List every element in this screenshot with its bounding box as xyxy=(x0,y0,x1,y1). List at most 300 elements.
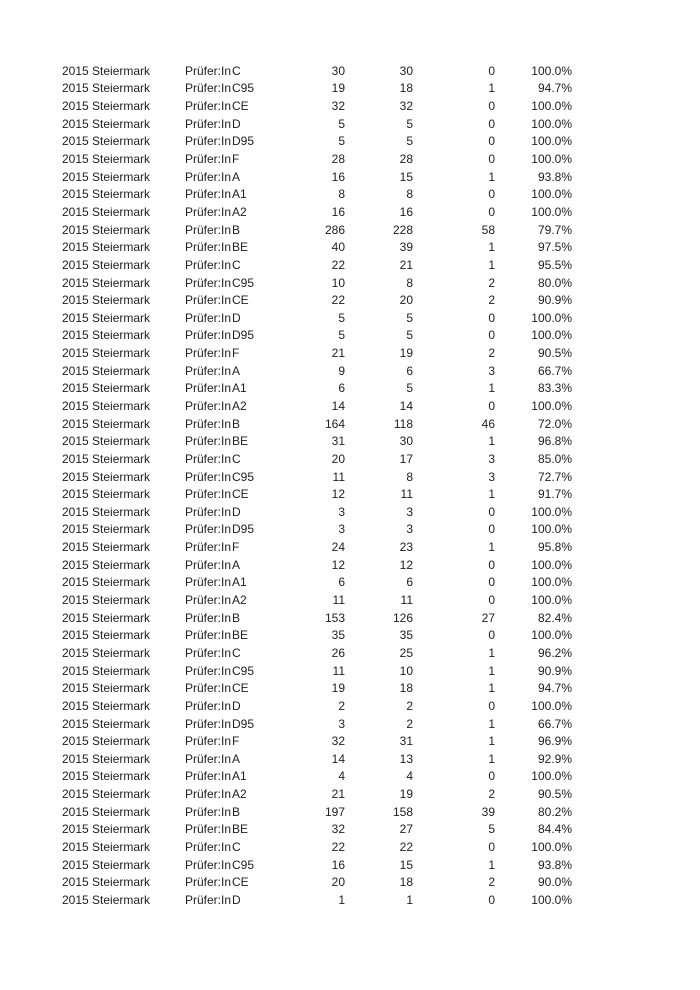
cell-examiner: Prüfer:In xyxy=(185,328,232,343)
cell-year-region: 2015 Steiermark xyxy=(62,99,151,114)
cell-pass-rate: 95.8% xyxy=(537,540,572,555)
table-row xyxy=(0,891,572,909)
cell-examiner: Prüfer:In xyxy=(185,293,232,308)
cell-candidates: 16 xyxy=(331,857,345,872)
cell-pass-rate: 100.0% xyxy=(531,99,572,114)
cell-failed: 3 xyxy=(488,451,495,466)
cell-examiner: Prüfer:In xyxy=(185,716,232,731)
table-row xyxy=(0,609,572,627)
cell-license-class: B xyxy=(232,222,241,237)
cell-candidates: 197 xyxy=(324,804,345,819)
cell-candidates: 19 xyxy=(331,681,345,696)
table-row xyxy=(0,644,572,662)
cell-examiner: Prüfer:In xyxy=(185,240,232,255)
cell-year-region: 2015 Steiermark xyxy=(62,451,151,466)
cell-examiner: Prüfer:In xyxy=(185,681,232,696)
cell-license-class: BE xyxy=(232,434,249,449)
cell-passed: 21 xyxy=(399,257,413,272)
cell-pass-rate: 93.8% xyxy=(537,857,572,872)
cell-passed: 118 xyxy=(393,416,413,431)
cell-year-region: 2015 Steiermark xyxy=(62,169,151,184)
cell-passed: 11 xyxy=(400,593,413,608)
cell-license-class: D95 xyxy=(232,328,255,343)
cell-year-region: 2015 Steiermark xyxy=(62,275,151,290)
cell-candidates: 12 xyxy=(331,487,345,502)
cell-failed: 1 xyxy=(488,487,495,502)
cell-passed: 35 xyxy=(399,628,413,643)
cell-candidates: 21 xyxy=(331,787,345,802)
table-row xyxy=(0,309,572,327)
cell-license-class: CE xyxy=(232,875,249,890)
cell-passed: 12 xyxy=(399,557,413,572)
cell-pass-rate: 79.7% xyxy=(537,222,572,237)
cell-passed: 6 xyxy=(406,363,413,378)
cell-pass-rate: 90.9% xyxy=(537,663,572,678)
cell-failed: 1 xyxy=(488,169,495,184)
cell-passed: 10 xyxy=(399,663,413,678)
table-row xyxy=(0,750,572,768)
cell-passed: 8 xyxy=(406,469,413,484)
cell-examiner: Prüfer:In xyxy=(185,81,232,96)
cell-candidates: 5 xyxy=(338,116,345,131)
cell-failed: 0 xyxy=(488,63,495,78)
table-row xyxy=(0,556,572,574)
cell-failed: 1 xyxy=(488,734,495,749)
cell-examiner: Prüfer:In xyxy=(185,593,232,608)
table-row xyxy=(0,397,572,415)
cell-candidates: 14 xyxy=(331,751,345,766)
cell-candidates: 3 xyxy=(338,504,345,519)
cell-candidates: 1 xyxy=(338,892,345,907)
cell-year-region: 2015 Steiermark xyxy=(62,804,151,819)
cell-pass-rate: 96.9% xyxy=(537,734,572,749)
table-row xyxy=(0,203,572,221)
cell-failed: 1 xyxy=(488,663,495,678)
cell-failed: 1 xyxy=(488,381,495,396)
cell-examiner: Prüfer:In xyxy=(185,610,232,625)
cell-examiner: Prüfer:In xyxy=(185,169,232,184)
cell-candidates: 11 xyxy=(332,593,345,608)
table-row xyxy=(0,256,572,274)
cell-failed: 0 xyxy=(488,628,495,643)
cell-failed: 0 xyxy=(488,116,495,131)
cell-failed: 1 xyxy=(488,857,495,872)
cell-pass-rate: 72.0% xyxy=(537,416,572,431)
cell-failed: 0 xyxy=(488,840,495,854)
table-row xyxy=(0,344,572,362)
cell-failed: 0 xyxy=(488,504,495,519)
cell-examiner: Prüfer:In xyxy=(185,434,232,449)
cell-license-class: F xyxy=(232,734,240,749)
cell-failed: 0 xyxy=(488,522,495,537)
cell-candidates: 30 xyxy=(331,63,345,78)
cell-failed: 0 xyxy=(488,152,495,167)
cell-year-region: 2015 Steiermark xyxy=(62,593,151,608)
cell-failed: 3 xyxy=(488,469,495,484)
cell-candidates: 286 xyxy=(324,222,345,237)
cell-license-class: D xyxy=(232,116,241,131)
cell-failed: 39 xyxy=(481,804,495,819)
cell-failed: 0 xyxy=(488,575,495,590)
cell-candidates: 24 xyxy=(331,540,345,555)
cell-year-region: 2015 Steiermark xyxy=(62,822,151,837)
cell-candidates: 10 xyxy=(331,275,345,290)
cell-license-class: C95 xyxy=(232,469,255,484)
cell-examiner: Prüfer:In xyxy=(185,504,232,519)
cell-license-class: F xyxy=(232,540,240,555)
cell-candidates: 40 xyxy=(331,240,345,255)
cell-pass-rate: 90.0% xyxy=(537,875,572,890)
cell-failed: 2 xyxy=(488,346,495,361)
cell-examiner: Prüfer:In xyxy=(185,628,232,643)
cell-license-class: CE xyxy=(232,293,249,308)
cell-examiner: Prüfer:In xyxy=(185,275,232,290)
table-row xyxy=(0,503,572,521)
cell-failed: 1 xyxy=(488,716,495,731)
cell-passed: 20 xyxy=(399,293,413,308)
cell-year-region: 2015 Steiermark xyxy=(62,187,151,202)
cell-license-class: C xyxy=(232,645,241,660)
cell-passed: 5 xyxy=(406,134,413,149)
table-row xyxy=(0,732,572,750)
cell-license-class: D95 xyxy=(232,134,255,149)
cell-year-region: 2015 Steiermark xyxy=(62,734,151,749)
cell-passed: 19 xyxy=(399,346,413,361)
cell-failed: 2 xyxy=(488,875,495,890)
cell-examiner: Prüfer:In xyxy=(185,540,232,555)
cell-examiner: Prüfer:In xyxy=(185,134,232,149)
cell-failed: 0 xyxy=(488,769,495,784)
table-row xyxy=(0,821,572,839)
cell-pass-rate: 100.0% xyxy=(531,116,572,131)
cell-examiner: Prüfer:In xyxy=(185,575,232,590)
cell-passed: 5 xyxy=(406,328,413,343)
cell-year-region: 2015 Steiermark xyxy=(62,293,151,308)
cell-passed: 15 xyxy=(399,857,413,872)
results-table xyxy=(0,62,572,909)
cell-passed: 30 xyxy=(399,434,413,449)
cell-examiner: Prüfer:In xyxy=(185,892,232,907)
cell-examiner: Prüfer:In xyxy=(185,204,232,219)
cell-license-class: C95 xyxy=(232,663,255,678)
cell-passed: 8 xyxy=(406,187,413,202)
cell-candidates: 6 xyxy=(338,575,345,590)
cell-license-class: B xyxy=(232,610,241,625)
cell-passed: 30 xyxy=(399,63,413,78)
cell-year-region: 2015 Steiermark xyxy=(62,81,151,96)
cell-pass-rate: 100.0% xyxy=(531,152,572,167)
cell-pass-rate: 93.8% xyxy=(537,169,572,184)
cell-passed: 17 xyxy=(399,451,413,466)
table-row xyxy=(0,838,572,856)
cell-pass-rate: 96.8% xyxy=(537,434,572,449)
cell-failed: 0 xyxy=(488,698,495,713)
cell-year-region: 2015 Steiermark xyxy=(62,134,151,149)
cell-examiner: Prüfer:In xyxy=(185,310,232,325)
cell-pass-rate: 66.7% xyxy=(537,363,572,378)
cell-passed: 19 xyxy=(399,787,413,802)
table-row xyxy=(0,380,572,398)
table-row xyxy=(0,873,572,891)
cell-license-class: D xyxy=(232,892,241,907)
table-row xyxy=(0,115,572,133)
cell-pass-rate: 85.0% xyxy=(537,451,572,466)
cell-examiner: Prüfer:In xyxy=(185,557,232,572)
cell-license-class: CE xyxy=(232,99,249,114)
cell-failed: 5 xyxy=(488,822,495,837)
table-row xyxy=(0,150,572,168)
cell-candidates: 11 xyxy=(332,469,345,484)
table-row xyxy=(0,538,572,556)
cell-passed: 28 xyxy=(399,152,413,167)
cell-pass-rate: 100.0% xyxy=(531,310,572,325)
cell-year-region: 2015 Steiermark xyxy=(62,504,151,519)
cell-pass-rate: 83.3% xyxy=(537,381,572,396)
cell-year-region: 2015 Steiermark xyxy=(62,892,151,907)
cell-passed: 15 xyxy=(399,169,413,184)
table-row xyxy=(0,185,572,203)
cell-license-class: C xyxy=(232,257,241,272)
cell-pass-rate: 90.5% xyxy=(537,787,572,802)
cell-examiner: Prüfer:In xyxy=(185,857,232,872)
cell-passed: 2 xyxy=(406,716,413,731)
cell-license-class: A2 xyxy=(232,204,247,219)
cell-candidates: 11 xyxy=(332,663,345,678)
cell-license-class: D xyxy=(232,310,241,325)
cell-examiner: Prüfer:In xyxy=(185,822,232,837)
table-row xyxy=(0,521,572,539)
cell-passed: 1 xyxy=(406,892,413,907)
cell-passed: 126 xyxy=(392,610,413,625)
cell-license-class: BE xyxy=(232,240,249,255)
table-row xyxy=(0,432,572,450)
cell-examiner: Prüfer:In xyxy=(185,222,232,237)
cell-year-region: 2015 Steiermark xyxy=(62,787,151,802)
cell-year-region: 2015 Steiermark xyxy=(62,540,151,555)
cell-candidates: 35 xyxy=(331,628,345,643)
cell-pass-rate: 84.4% xyxy=(537,822,572,837)
cell-passed: 27 xyxy=(399,822,413,837)
cell-year-region: 2015 Steiermark xyxy=(62,257,151,272)
cell-examiner: Prüfer:In xyxy=(185,187,232,202)
cell-license-class: D95 xyxy=(232,522,255,537)
cell-pass-rate: 80.0% xyxy=(537,275,572,290)
cell-license-class: C95 xyxy=(232,275,255,290)
cell-examiner: Prüfer:In xyxy=(185,381,232,396)
cell-pass-rate: 97.5% xyxy=(537,240,572,255)
cell-failed: 2 xyxy=(488,293,495,308)
cell-candidates: 16 xyxy=(331,169,345,184)
cell-license-class: D xyxy=(232,504,241,519)
cell-year-region: 2015 Steiermark xyxy=(62,346,151,361)
cell-passed: 16 xyxy=(399,204,413,219)
table-row xyxy=(0,274,572,292)
cell-passed: 22 xyxy=(399,840,413,854)
cell-pass-rate: 66.7% xyxy=(537,716,572,731)
cell-candidates: 32 xyxy=(331,822,345,837)
cell-examiner: Prüfer:In xyxy=(185,363,232,378)
cell-year-region: 2015 Steiermark xyxy=(62,522,151,537)
cell-license-class: BE xyxy=(232,628,249,643)
cell-year-region: 2015 Steiermark xyxy=(62,363,151,378)
cell-year-region: 2015 Steiermark xyxy=(62,152,151,167)
cell-examiner: Prüfer:In xyxy=(185,152,232,167)
cell-failed: 1 xyxy=(488,257,495,272)
cell-year-region: 2015 Steiermark xyxy=(62,416,151,431)
table-row xyxy=(0,574,572,592)
cell-year-region: 2015 Steiermark xyxy=(62,575,151,590)
cell-year-region: 2015 Steiermark xyxy=(62,875,151,890)
cell-license-class: C xyxy=(232,63,241,78)
cell-failed: 1 xyxy=(488,240,495,255)
cell-license-class: A xyxy=(232,751,241,766)
cell-candidates: 16 xyxy=(331,204,345,219)
cell-candidates: 5 xyxy=(338,310,345,325)
cell-examiner: Prüfer:In xyxy=(185,398,232,413)
cell-candidates: 26 xyxy=(331,645,345,660)
cell-failed: 0 xyxy=(488,99,495,114)
cell-candidates: 3 xyxy=(338,716,345,731)
cell-year-region: 2015 Steiermark xyxy=(62,222,151,237)
cell-year-region: 2015 Steiermark xyxy=(62,557,151,572)
cell-year-region: 2015 Steiermark xyxy=(62,63,151,78)
cell-examiner: Prüfer:In xyxy=(185,522,232,537)
cell-examiner: Prüfer:In xyxy=(185,346,232,361)
table-row xyxy=(0,168,572,186)
cell-candidates: 31 xyxy=(331,434,345,449)
cell-year-region: 2015 Steiermark xyxy=(62,398,151,413)
cell-year-region: 2015 Steiermark xyxy=(62,469,151,484)
cell-year-region: 2015 Steiermark xyxy=(62,663,151,678)
cell-candidates: 164 xyxy=(324,416,345,431)
cell-candidates: 8 xyxy=(338,187,345,202)
cell-candidates: 22 xyxy=(331,257,345,272)
table-row xyxy=(0,415,572,433)
cell-pass-rate: 94.7% xyxy=(537,681,572,696)
cell-license-class: D95 xyxy=(232,716,255,731)
cell-year-region: 2015 Steiermark xyxy=(62,716,151,731)
cell-examiner: Prüfer:In xyxy=(185,804,232,819)
table-row xyxy=(0,327,572,345)
cell-year-region: 2015 Steiermark xyxy=(62,698,151,713)
table-row xyxy=(0,80,572,98)
cell-pass-rate: 100.0% xyxy=(531,204,572,219)
cell-pass-rate: 100.0% xyxy=(531,63,572,78)
cell-passed: 5 xyxy=(406,116,413,131)
cell-pass-rate: 100.0% xyxy=(531,769,572,784)
cell-year-region: 2015 Steiermark xyxy=(62,751,151,766)
cell-failed: 1 xyxy=(488,81,495,96)
cell-year-region: 2015 Steiermark xyxy=(62,769,151,784)
cell-candidates: 28 xyxy=(331,152,345,167)
table-row xyxy=(0,221,572,239)
cell-candidates: 4 xyxy=(338,769,345,784)
cell-year-region: 2015 Steiermark xyxy=(62,857,151,872)
cell-license-class: C95 xyxy=(232,857,255,872)
cell-year-region: 2015 Steiermark xyxy=(62,487,151,502)
cell-examiner: Prüfer:In xyxy=(185,451,232,466)
cell-pass-rate: 95.5% xyxy=(537,257,572,272)
cell-candidates: 20 xyxy=(331,875,345,890)
table-row xyxy=(0,485,572,503)
cell-pass-rate: 90.9% xyxy=(537,293,572,308)
cell-passed: 4 xyxy=(406,769,413,784)
cell-year-region: 2015 Steiermark xyxy=(62,681,151,696)
cell-license-class: C95 xyxy=(232,81,255,96)
cell-license-class: F xyxy=(232,152,240,167)
cell-candidates: 6 xyxy=(338,381,345,396)
cell-year-region: 2015 Steiermark xyxy=(62,610,151,625)
cell-failed: 0 xyxy=(488,557,495,572)
cell-license-class: CE xyxy=(232,681,249,696)
cell-examiner: Prüfer:In xyxy=(185,99,232,114)
cell-examiner: Prüfer:In xyxy=(185,663,232,678)
cell-passed: 8 xyxy=(406,275,413,290)
cell-candidates: 14 xyxy=(331,398,345,413)
cell-year-region: 2015 Steiermark xyxy=(62,628,151,643)
table-row xyxy=(0,133,572,151)
cell-passed: 158 xyxy=(392,804,413,819)
cell-pass-rate: 100.0% xyxy=(531,628,572,643)
table-row xyxy=(0,856,572,874)
cell-failed: 0 xyxy=(488,328,495,343)
cell-pass-rate: 100.0% xyxy=(531,840,572,854)
cell-license-class: CE xyxy=(232,487,249,502)
cell-pass-rate: 100.0% xyxy=(531,593,572,608)
cell-failed: 1 xyxy=(488,540,495,555)
table-row xyxy=(0,362,572,380)
cell-passed: 13 xyxy=(399,751,413,766)
cell-passed: 32 xyxy=(399,99,413,114)
cell-pass-rate: 96.2% xyxy=(537,645,572,660)
cell-license-class: A2 xyxy=(232,787,247,802)
cell-examiner: Prüfer:In xyxy=(185,840,232,854)
cell-year-region: 2015 Steiermark xyxy=(62,840,151,854)
cell-license-class: A1 xyxy=(232,769,247,784)
cell-failed: 0 xyxy=(488,134,495,149)
cell-examiner: Prüfer:In xyxy=(185,698,232,713)
cell-passed: 5 xyxy=(406,310,413,325)
cell-passed: 18 xyxy=(399,681,413,696)
cell-failed: 1 xyxy=(488,645,495,660)
cell-candidates: 22 xyxy=(331,840,345,854)
cell-candidates: 22 xyxy=(331,293,345,308)
cell-candidates: 2 xyxy=(338,698,345,713)
cell-examiner: Prüfer:In xyxy=(185,875,232,890)
cell-license-class: A xyxy=(232,557,241,572)
table-row xyxy=(0,97,572,115)
cell-examiner: Prüfer:In xyxy=(185,487,232,502)
cell-passed: 31 xyxy=(399,734,413,749)
cell-pass-rate: 100.0% xyxy=(531,398,572,413)
cell-examiner: Prüfer:In xyxy=(185,645,232,660)
table-row xyxy=(0,627,572,645)
cell-pass-rate: 80.2% xyxy=(537,804,572,819)
table-row xyxy=(0,662,572,680)
cell-examiner: Prüfer:In xyxy=(185,116,232,131)
cell-pass-rate: 94.7% xyxy=(537,81,572,96)
table-row xyxy=(0,591,572,609)
cell-license-class: B xyxy=(232,416,241,431)
cell-examiner: Prüfer:In xyxy=(185,734,232,749)
cell-pass-rate: 92.9% xyxy=(537,751,572,766)
cell-license-class: C xyxy=(232,451,241,466)
cell-candidates: 19 xyxy=(331,81,345,96)
cell-failed: 2 xyxy=(488,275,495,290)
cell-passed: 39 xyxy=(399,240,413,255)
cell-year-region: 2015 Steiermark xyxy=(62,645,151,660)
table-row xyxy=(0,768,572,786)
